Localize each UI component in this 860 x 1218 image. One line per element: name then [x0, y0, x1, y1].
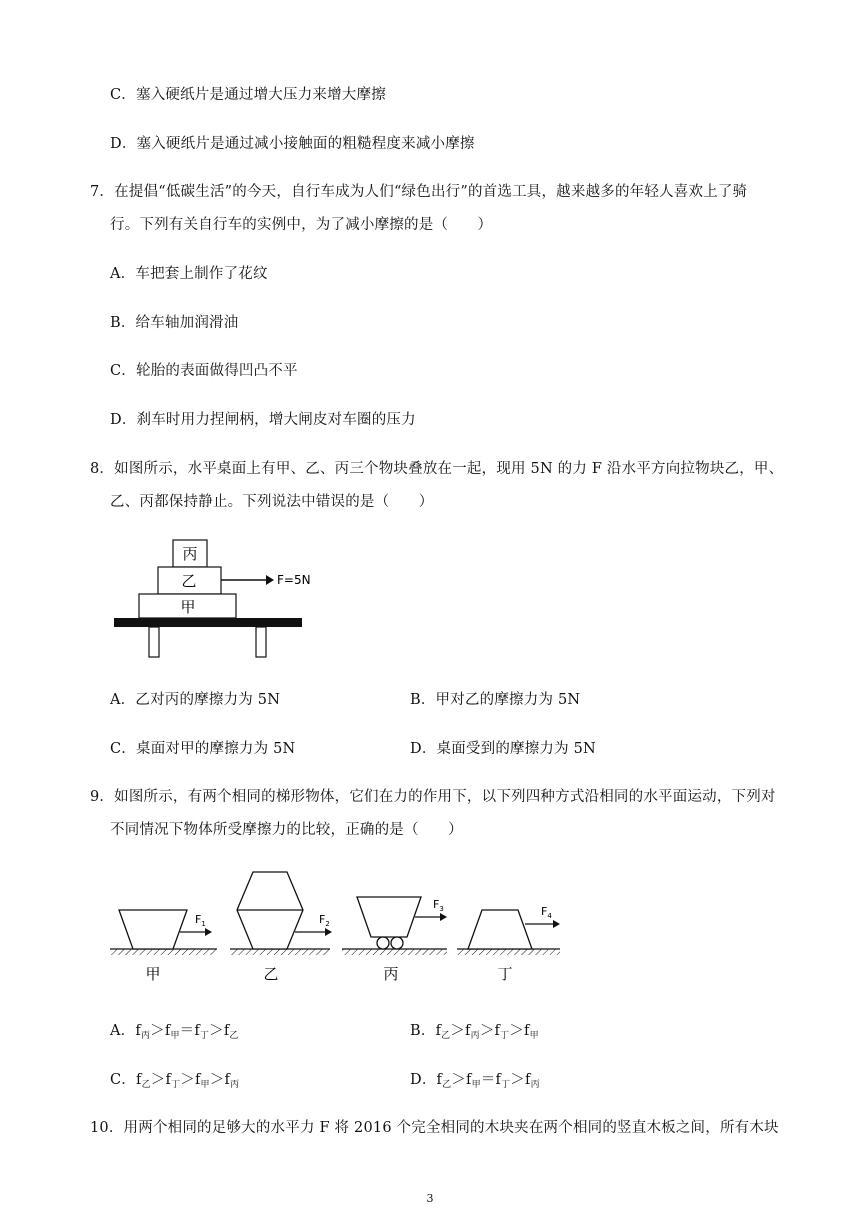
block-jia-label: 甲: [180, 598, 196, 616]
label-yi: 乙: [263, 965, 279, 983]
force-arrow-head: [266, 575, 274, 585]
table-leg-left: [149, 627, 159, 657]
q8-option-b: B．甲对乙的摩擦力为 5N: [410, 692, 581, 708]
force1-label: $F_1$: [195, 913, 206, 928]
q9-stem-line2: 不同情况下物体所受摩擦力的比较，正确的是（ ）: [110, 822, 463, 838]
q7-option-a: A．车把套上制作了花纹: [110, 266, 268, 282]
force3-label: $F_3$: [433, 898, 444, 913]
force4-label: $F_4$: [541, 905, 552, 920]
trapezoid-ding: [468, 910, 532, 949]
force-label: F=5N: [277, 573, 311, 587]
block-bing-label: 丙: [182, 545, 198, 563]
wheel-right-icon: [391, 937, 403, 949]
block-yi-label: 乙: [181, 572, 197, 590]
q7-option-c: C．轮胎的表面做得凹凸不平: [110, 363, 298, 379]
q9-stem-line1: 9．如图所示，有两个相同的梯形物体，它们在力的作用下，以下列四种方式沿相同的水平面运动，下列对: [90, 789, 776, 805]
ground-bing: [342, 949, 447, 955]
q10-stem-line1: 10．用两个相同的足够大的水平力 F 将 2016 个完全相同的木块夹在两个相同的竖直木板之间，所有木块: [90, 1120, 779, 1136]
page-number: 3: [426, 1192, 434, 1205]
table-leg-right: [256, 627, 266, 657]
label-bing: 丙: [383, 965, 399, 983]
force2-head: [325, 928, 332, 936]
q8-figure: [110, 535, 340, 660]
table-top: [114, 618, 302, 627]
trapezoid-bing: [357, 897, 421, 937]
q7-stem-line2: 行。下列有关自行车的实例中，为了减小摩擦的是（ ）: [110, 217, 493, 233]
q7-option-d: D．刹车时用力捏闸柄，增大闸皮对车圈的压力: [110, 412, 416, 428]
trapezoid-jia: [119, 910, 187, 949]
q6-option-d: D．塞入硬纸片是通过减小接触面的粗糙程度来减小摩擦: [110, 136, 475, 152]
ground-yi: [230, 949, 330, 955]
q9-option-c: C．$f_乙>f_丁>f_甲>f_丙$: [110, 1072, 240, 1090]
q8-option-a: A．乙对丙的摩擦力为 5N: [110, 692, 281, 708]
label-jia: 甲: [145, 965, 161, 983]
q6-option-c: C．塞入硬纸片是通过增大压力来增大摩擦: [110, 87, 386, 103]
q9-option-d: D．$f_乙>f_甲=f_丁>f_丙$: [410, 1072, 540, 1090]
q9-option-b: B．$f_乙>f_丙>f_丁>f_甲$: [410, 1023, 539, 1041]
label-ding: 丁: [497, 965, 513, 983]
q9-figure: [105, 862, 570, 987]
q8-option-c: C．桌面对甲的摩擦力为 5N: [110, 741, 296, 757]
q8-stem-line2: 乙、丙都保持静止。下列说法中错误的是（ ）: [110, 494, 434, 510]
ground-ding: [457, 949, 560, 955]
q9-option-a: A．$f_丙>f_甲=f_丁>f_乙$: [110, 1023, 239, 1041]
q8-stem-line1: 8．如图所示，水平桌面上有甲、乙、丙三个物块叠放在一起，现用 5N 的力 F 沿水平方向拉物块乙，甲、: [90, 461, 784, 477]
q8-option-d: D．桌面受到的摩擦力为 5N: [410, 741, 596, 757]
q7-stem-line1: 7．在提倡“低碳生活”的今天，自行车成为人们“绿色出行”的首选工具，越来越多的年轻人喜欢上了骑: [90, 184, 748, 200]
force4-head: [553, 920, 560, 928]
q7-option-b: B．给车轴加润滑油: [110, 315, 239, 331]
force1-head: [205, 928, 212, 936]
wheel-left-icon: [377, 937, 389, 949]
force3-head: [440, 913, 447, 921]
force2-label: $F_2$: [319, 913, 330, 928]
ground-jia: [110, 949, 217, 955]
